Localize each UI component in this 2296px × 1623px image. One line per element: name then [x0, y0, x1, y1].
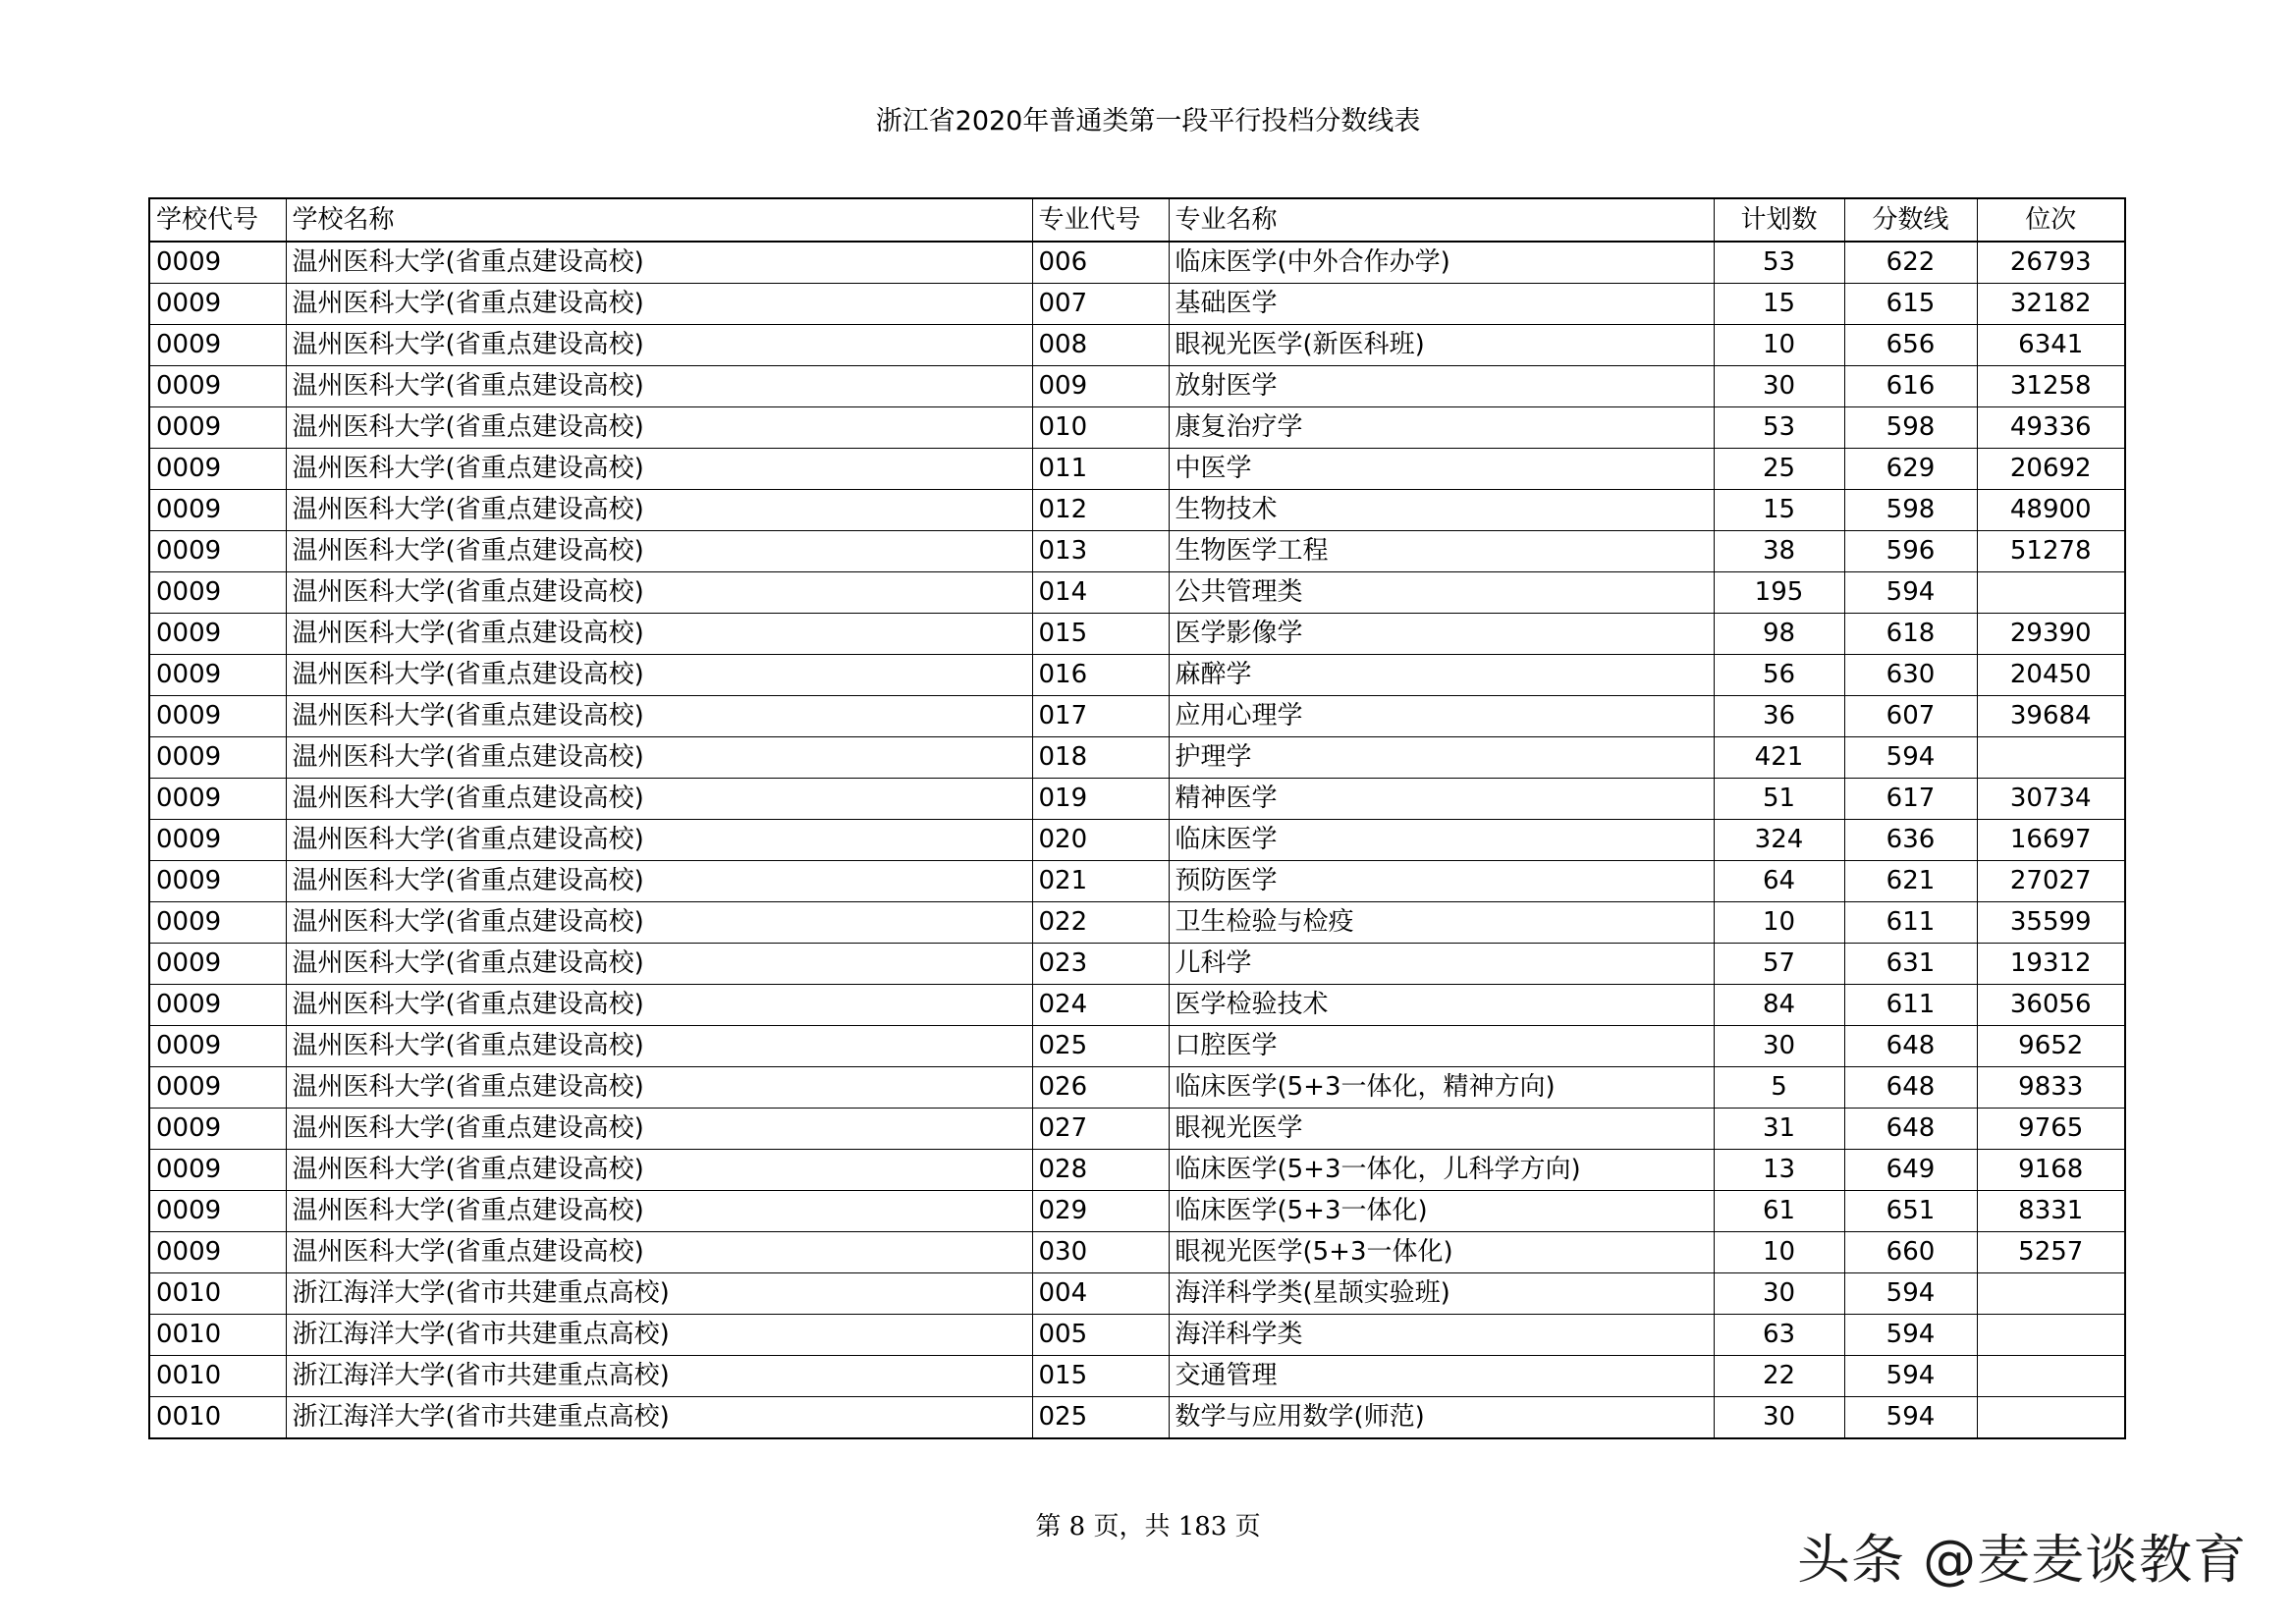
table-row	[149, 696, 2125, 737]
cell-major-code: 005	[1032, 1315, 1169, 1356]
table-row	[149, 407, 2125, 449]
cell-plan: 64	[1714, 861, 1844, 902]
cell-school-name: 浙江海洋大学(省市共建重点高校)	[286, 1356, 1032, 1397]
cell-major-code: 024	[1032, 985, 1169, 1026]
cell-major-code: 006	[1032, 242, 1169, 284]
cell-rank: 6341	[1977, 325, 2125, 366]
cell-school-name: 温州医科大学(省重点建设高校)	[286, 325, 1032, 366]
cell-major-name: 生物医学工程	[1169, 531, 1714, 572]
table-row	[149, 284, 2125, 325]
col-header-major-code: 专业代号	[1032, 198, 1169, 242]
cell-major-name: 应用心理学	[1169, 696, 1714, 737]
cell-major-code: 010	[1032, 407, 1169, 449]
cell-plan: 324	[1714, 820, 1844, 861]
cell-rank	[1977, 1397, 2125, 1439]
cell-rank: 9833	[1977, 1067, 2125, 1109]
table-row	[149, 820, 2125, 861]
table-row	[149, 242, 2125, 284]
score-table	[148, 197, 2126, 1439]
table-row	[149, 614, 2125, 655]
cell-school-code: 0009	[149, 284, 286, 325]
cell-score: 598	[1844, 490, 1977, 531]
cell-score: 622	[1844, 242, 1977, 284]
cell-score: 611	[1844, 902, 1977, 944]
cell-plan: 22	[1714, 1356, 1844, 1397]
cell-school-name: 温州医科大学(省重点建设高校)	[286, 1232, 1032, 1273]
cell-rank: 30734	[1977, 779, 2125, 820]
cell-major-name: 临床医学(5+3一体化，儿科学方向)	[1169, 1150, 1714, 1191]
cell-major-name: 海洋科学类(星颉实验班)	[1169, 1273, 1714, 1315]
cell-score: 594	[1844, 737, 1977, 779]
cell-score: 660	[1844, 1232, 1977, 1273]
cell-major-name: 眼视光医学(5+3一体化)	[1169, 1232, 1714, 1273]
cell-rank: 19312	[1977, 944, 2125, 985]
table-row	[149, 449, 2125, 490]
table-row	[149, 1273, 2125, 1315]
cell-plan: 36	[1714, 696, 1844, 737]
cell-score: 615	[1844, 284, 1977, 325]
cell-school-code: 0009	[149, 1191, 286, 1232]
cell-major-name: 医学影像学	[1169, 614, 1714, 655]
cell-school-code: 0009	[149, 696, 286, 737]
table-row	[149, 1067, 2125, 1109]
cell-major-code: 029	[1032, 1191, 1169, 1232]
table-row	[149, 1356, 2125, 1397]
cell-school-name: 温州医科大学(省重点建设高校)	[286, 737, 1032, 779]
cell-major-code: 015	[1032, 614, 1169, 655]
cell-school-code: 0009	[149, 820, 286, 861]
cell-score: 651	[1844, 1191, 1977, 1232]
cell-major-code: 012	[1032, 490, 1169, 531]
cell-rank: 51278	[1977, 531, 2125, 572]
cell-major-name: 口腔医学	[1169, 1026, 1714, 1067]
cell-school-code: 0009	[149, 985, 286, 1026]
cell-school-code: 0009	[149, 572, 286, 614]
cell-major-code: 019	[1032, 779, 1169, 820]
cell-score: 607	[1844, 696, 1977, 737]
cell-major-name: 数学与应用数学(师范)	[1169, 1397, 1714, 1439]
cell-rank: 32182	[1977, 284, 2125, 325]
cell-school-code: 0009	[149, 1026, 286, 1067]
cell-plan: 25	[1714, 449, 1844, 490]
cell-school-code: 0009	[149, 242, 286, 284]
table-row	[149, 1026, 2125, 1067]
cell-score: 621	[1844, 861, 1977, 902]
cell-plan: 38	[1714, 531, 1844, 572]
cell-major-code: 025	[1032, 1026, 1169, 1067]
cell-rank: 49336	[1977, 407, 2125, 449]
cell-plan: 57	[1714, 944, 1844, 985]
cell-major-name: 眼视光医学(新医科班)	[1169, 325, 1714, 366]
cell-rank: 35599	[1977, 902, 2125, 944]
cell-school-code: 0010	[149, 1397, 286, 1439]
cell-school-code: 0009	[149, 737, 286, 779]
cell-major-name: 交通管理	[1169, 1356, 1714, 1397]
cell-school-code: 0009	[149, 366, 286, 407]
cell-school-code: 0009	[149, 1150, 286, 1191]
cell-plan: 30	[1714, 1397, 1844, 1439]
cell-major-code: 022	[1032, 902, 1169, 944]
cell-school-name: 温州医科大学(省重点建设高校)	[286, 531, 1032, 572]
cell-score: 617	[1844, 779, 1977, 820]
cell-rank: 20450	[1977, 655, 2125, 696]
cell-school-name: 温州医科大学(省重点建设高校)	[286, 407, 1032, 449]
cell-school-code: 0009	[149, 902, 286, 944]
cell-school-name: 温州医科大学(省重点建设高校)	[286, 572, 1032, 614]
cell-major-name: 医学检验技术	[1169, 985, 1714, 1026]
cell-rank: 27027	[1977, 861, 2125, 902]
cell-score: 616	[1844, 366, 1977, 407]
cell-rank	[1977, 572, 2125, 614]
cell-major-name: 海洋科学类	[1169, 1315, 1714, 1356]
cell-major-code: 015	[1032, 1356, 1169, 1397]
cell-school-name: 温州医科大学(省重点建设高校)	[286, 820, 1032, 861]
cell-plan: 61	[1714, 1191, 1844, 1232]
cell-major-code: 013	[1032, 531, 1169, 572]
cell-major-name: 放射医学	[1169, 366, 1714, 407]
cell-school-name: 温州医科大学(省重点建设高校)	[286, 284, 1032, 325]
cell-major-name: 临床医学	[1169, 820, 1714, 861]
cell-plan: 56	[1714, 655, 1844, 696]
cell-school-code: 0009	[149, 1109, 286, 1150]
cell-school-name: 温州医科大学(省重点建设高校)	[286, 779, 1032, 820]
cell-major-name: 卫生检验与检疫	[1169, 902, 1714, 944]
cell-rank: 31258	[1977, 366, 2125, 407]
cell-school-name: 温州医科大学(省重点建设高校)	[286, 242, 1032, 284]
cell-major-name: 中医学	[1169, 449, 1714, 490]
cell-school-code: 0010	[149, 1356, 286, 1397]
cell-plan: 10	[1714, 325, 1844, 366]
cell-score: 629	[1844, 449, 1977, 490]
cell-score: 630	[1844, 655, 1977, 696]
table-row	[149, 1232, 2125, 1273]
cell-plan: 30	[1714, 1273, 1844, 1315]
cell-major-name: 眼视光医学	[1169, 1109, 1714, 1150]
watermark: 头条 @麦麦谈教育	[1797, 1529, 2248, 1591]
cell-score: 598	[1844, 407, 1977, 449]
col-header-school-name: 学校名称	[286, 198, 1032, 242]
cell-rank: 8331	[1977, 1191, 2125, 1232]
cell-major-code: 014	[1032, 572, 1169, 614]
cell-school-name: 温州医科大学(省重点建设高校)	[286, 1150, 1032, 1191]
table-row	[149, 944, 2125, 985]
cell-rank: 20692	[1977, 449, 2125, 490]
table-row	[149, 572, 2125, 614]
cell-school-name: 温州医科大学(省重点建设高校)	[286, 861, 1032, 902]
cell-score: 648	[1844, 1026, 1977, 1067]
cell-major-name: 护理学	[1169, 737, 1714, 779]
cell-school-code: 0009	[149, 407, 286, 449]
cell-school-code: 0009	[149, 449, 286, 490]
cell-rank: 29390	[1977, 614, 2125, 655]
cell-rank: 9652	[1977, 1026, 2125, 1067]
cell-school-code: 0009	[149, 490, 286, 531]
cell-plan: 31	[1714, 1109, 1844, 1150]
cell-school-name: 温州医科大学(省重点建设高校)	[286, 655, 1032, 696]
cell-school-code: 0009	[149, 861, 286, 902]
cell-major-code: 004	[1032, 1273, 1169, 1315]
cell-rank: 16697	[1977, 820, 2125, 861]
page-footer: 第 8 页，共 183 页	[1035, 1512, 1261, 1542]
col-header-score: 分数线	[1844, 198, 1977, 242]
table-row	[149, 1191, 2125, 1232]
cell-rank	[1977, 1315, 2125, 1356]
cell-major-name: 临床医学(中外合作办学)	[1169, 242, 1714, 284]
cell-major-name: 生物技术	[1169, 490, 1714, 531]
table-row	[149, 1109, 2125, 1150]
cell-school-name: 温州医科大学(省重点建设高校)	[286, 449, 1032, 490]
cell-school-code: 0009	[149, 1067, 286, 1109]
cell-major-name: 康复治疗学	[1169, 407, 1714, 449]
cell-major-code: 023	[1032, 944, 1169, 985]
table-row	[149, 985, 2125, 1026]
cell-major-code: 026	[1032, 1067, 1169, 1109]
cell-major-name: 麻醉学	[1169, 655, 1714, 696]
table-row	[149, 655, 2125, 696]
col-header-school-code: 学校代号	[149, 198, 286, 242]
cell-school-code: 0009	[149, 531, 286, 572]
cell-score: 648	[1844, 1109, 1977, 1150]
cell-plan: 53	[1714, 407, 1844, 449]
cell-rank: 9168	[1977, 1150, 2125, 1191]
table-row	[149, 325, 2125, 366]
cell-major-code: 017	[1032, 696, 1169, 737]
table-row	[149, 1315, 2125, 1356]
cell-major-code: 028	[1032, 1150, 1169, 1191]
cell-plan: 421	[1714, 737, 1844, 779]
cell-school-name: 温州医科大学(省重点建设高校)	[286, 614, 1032, 655]
cell-plan: 51	[1714, 779, 1844, 820]
cell-rank	[1977, 1356, 2125, 1397]
cell-score: 636	[1844, 820, 1977, 861]
cell-school-name: 温州医科大学(省重点建设高校)	[286, 985, 1032, 1026]
cell-rank: 36056	[1977, 985, 2125, 1026]
cell-school-code: 0009	[149, 614, 286, 655]
cell-major-code: 030	[1032, 1232, 1169, 1273]
cell-score: 594	[1844, 1356, 1977, 1397]
cell-school-name: 温州医科大学(省重点建设高校)	[286, 1067, 1032, 1109]
cell-plan: 98	[1714, 614, 1844, 655]
cell-score: 656	[1844, 325, 1977, 366]
cell-score: 594	[1844, 1397, 1977, 1439]
cell-school-name: 浙江海洋大学(省市共建重点高校)	[286, 1397, 1032, 1439]
cell-score: 648	[1844, 1067, 1977, 1109]
cell-school-name: 温州医科大学(省重点建设高校)	[286, 490, 1032, 531]
cell-score: 611	[1844, 985, 1977, 1026]
cell-score: 594	[1844, 1315, 1977, 1356]
cell-plan: 30	[1714, 1026, 1844, 1067]
cell-school-name: 温州医科大学(省重点建设高校)	[286, 1026, 1032, 1067]
table-row	[149, 1150, 2125, 1191]
cell-score: 631	[1844, 944, 1977, 985]
table-row	[149, 861, 2125, 902]
table-header-row	[149, 198, 2125, 242]
cell-plan: 10	[1714, 902, 1844, 944]
cell-plan: 15	[1714, 490, 1844, 531]
cell-plan: 195	[1714, 572, 1844, 614]
cell-major-code: 007	[1032, 284, 1169, 325]
col-header-plan: 计划数	[1714, 198, 1844, 242]
cell-school-code: 0009	[149, 1232, 286, 1273]
table-row	[149, 1397, 2125, 1439]
cell-plan: 13	[1714, 1150, 1844, 1191]
cell-rank: 39684	[1977, 696, 2125, 737]
cell-school-code: 0009	[149, 944, 286, 985]
table-row	[149, 902, 2125, 944]
cell-rank: 48900	[1977, 490, 2125, 531]
cell-rank: 26793	[1977, 242, 2125, 284]
cell-major-code: 018	[1032, 737, 1169, 779]
cell-school-name: 温州医科大学(省重点建设高校)	[286, 902, 1032, 944]
cell-plan: 5	[1714, 1067, 1844, 1109]
cell-school-name: 浙江海洋大学(省市共建重点高校)	[286, 1273, 1032, 1315]
cell-school-code: 0009	[149, 779, 286, 820]
cell-plan: 84	[1714, 985, 1844, 1026]
cell-plan: 53	[1714, 242, 1844, 284]
col-header-rank: 位次	[1977, 198, 2125, 242]
cell-major-code: 025	[1032, 1397, 1169, 1439]
cell-score: 649	[1844, 1150, 1977, 1191]
cell-school-name: 温州医科大学(省重点建设高校)	[286, 696, 1032, 737]
cell-major-code: 021	[1032, 861, 1169, 902]
cell-major-code: 011	[1032, 449, 1169, 490]
cell-major-name: 预防医学	[1169, 861, 1714, 902]
cell-school-name: 温州医科大学(省重点建设高校)	[286, 944, 1032, 985]
table-row	[149, 737, 2125, 779]
cell-plan: 15	[1714, 284, 1844, 325]
cell-major-name: 基础医学	[1169, 284, 1714, 325]
cell-plan: 30	[1714, 366, 1844, 407]
cell-school-name: 温州医科大学(省重点建设高校)	[286, 366, 1032, 407]
table-row	[149, 531, 2125, 572]
cell-rank: 9765	[1977, 1109, 2125, 1150]
cell-score: 618	[1844, 614, 1977, 655]
cell-major-name: 儿科学	[1169, 944, 1714, 985]
cell-school-code: 0010	[149, 1273, 286, 1315]
cell-major-name: 公共管理类	[1169, 572, 1714, 614]
table-row	[149, 366, 2125, 407]
table-row	[149, 490, 2125, 531]
cell-major-code: 016	[1032, 655, 1169, 696]
cell-major-code: 008	[1032, 325, 1169, 366]
cell-major-name: 临床医学(5+3一体化，精神方向)	[1169, 1067, 1714, 1109]
cell-rank	[1977, 1273, 2125, 1315]
cell-major-code: 027	[1032, 1109, 1169, 1150]
cell-major-code: 009	[1032, 366, 1169, 407]
cell-school-code: 0009	[149, 655, 286, 696]
cell-plan: 10	[1714, 1232, 1844, 1273]
cell-school-name: 浙江海洋大学(省市共建重点高校)	[286, 1315, 1032, 1356]
col-header-major-name: 专业名称	[1169, 198, 1714, 242]
cell-score: 596	[1844, 531, 1977, 572]
cell-score: 594	[1844, 572, 1977, 614]
cell-school-code: 0010	[149, 1315, 286, 1356]
cell-plan: 63	[1714, 1315, 1844, 1356]
table-row	[149, 779, 2125, 820]
cell-major-code: 020	[1032, 820, 1169, 861]
page-title: 浙江省2020年普通类第一段平行投档分数线表	[875, 106, 1421, 136]
cell-school-code: 0009	[149, 325, 286, 366]
cell-rank	[1977, 737, 2125, 779]
cell-major-name: 精神医学	[1169, 779, 1714, 820]
table-body	[149, 242, 2125, 1438]
cell-school-name: 温州医科大学(省重点建设高校)	[286, 1191, 1032, 1232]
cell-major-name: 临床医学(5+3一体化)	[1169, 1191, 1714, 1232]
cell-school-name: 温州医科大学(省重点建设高校)	[286, 1109, 1032, 1150]
cell-score: 594	[1844, 1273, 1977, 1315]
cell-rank: 5257	[1977, 1232, 2125, 1273]
